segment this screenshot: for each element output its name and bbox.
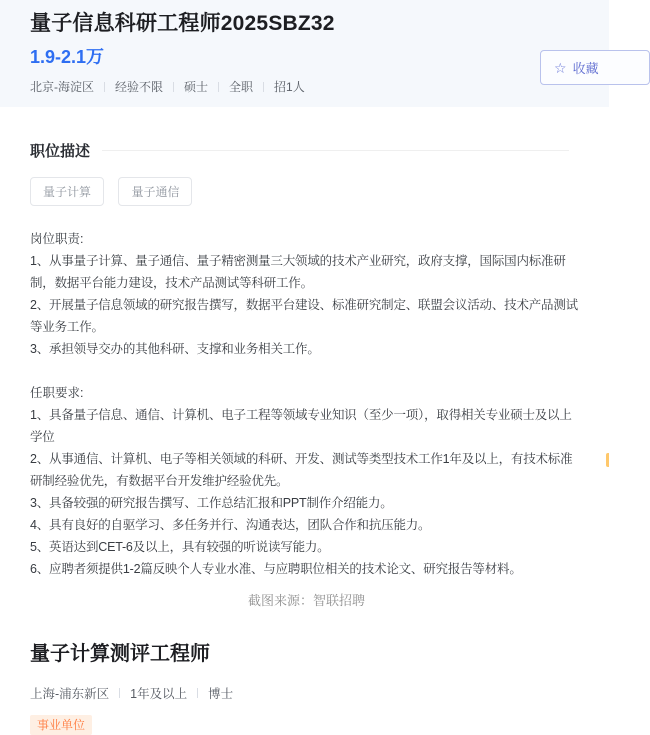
responsibility-item: 1、从事量子计算、量子通信、量子精密测量三大领域的技术产业研究，政府支撑，国际国内标准研制，数据平台能力建设，技术产品测试等科研工作。 xyxy=(30,254,566,290)
skill-tags xyxy=(30,177,583,206)
responsibilities-title: 岗位职责: xyxy=(30,232,84,246)
requirement-item: 3、具备较强的研究报告撰写、工作总结汇报和PPT制作介绍能力。 xyxy=(30,496,393,510)
job-location: 北京-海淀区 xyxy=(30,80,94,94)
section-title: 职位描述 xyxy=(30,143,91,160)
requirement-item: 6、应聘者须提供1-2篇反映个人专业水准、与应聘职位相关的技术论文、研究报告等材料。 xyxy=(30,562,522,576)
meta-separator xyxy=(104,82,105,92)
second-job-location: 上海-浦东新区 xyxy=(30,687,110,701)
skill-tag: 量子通信 xyxy=(118,177,192,206)
section-head xyxy=(30,140,583,161)
responsibility-item: 3、承担领导交办的其他科研、支撑和业务相关工作。 xyxy=(30,342,320,356)
second-job-meta-row xyxy=(30,684,579,702)
meta-separator xyxy=(197,688,198,698)
star-icon: ☆ xyxy=(554,59,567,76)
meta-separator xyxy=(173,82,174,92)
requirement-item: 2、从事通信、计算机、电子等相关领域的科研、开发、测试等类型技术工作1年及以上，有技术标准研制经验优先，有数据平台开发维护经验优先。 xyxy=(30,452,573,488)
favorite-label: 收藏 xyxy=(572,61,599,76)
meta-separator xyxy=(119,688,120,698)
second-job-experience: 1年及以上 xyxy=(130,687,188,701)
requirement-item: 1、具备量子信息、通信、计算机、电子工程等领域专业知识（至少一项），取得相关专业硕士及以上学位 xyxy=(30,408,572,444)
second-job-card xyxy=(0,640,609,735)
responsibility-item: 2、开展量子信息领域的研究报告撰写，数据平台建设、标准研究制定、联盟会议活动、技术产品测试等业务工作。 xyxy=(30,298,578,334)
requirements-title: 任职要求: xyxy=(30,386,84,400)
org-type-badge: 事业单位 xyxy=(30,715,92,735)
skill-tag: 量子计算 xyxy=(30,177,104,206)
requirement-item: 4、具有良好的自驱学习、多任务并行、沟通表达，团队合作和抗压能力。 xyxy=(30,518,431,532)
section-divider xyxy=(102,150,569,151)
job-experience: 经验不限 xyxy=(115,80,164,94)
job-header xyxy=(0,0,609,107)
right-edge-widget xyxy=(606,453,609,467)
favorite-button[interactable] xyxy=(540,50,650,85)
requirement-item: 5、英语达到CET-6及以上，具有较强的听说读写能力。 xyxy=(30,540,330,554)
job-description-section xyxy=(0,140,609,610)
second-job-title: 量子计算测评工程师 xyxy=(30,643,210,665)
second-job-education: 博士 xyxy=(208,687,234,701)
job-headcount: 招1人 xyxy=(274,80,305,94)
source-caption: 截图来源：智联招聘 xyxy=(247,593,365,608)
job-title: 量子信息科研工程师2025SBZ32 xyxy=(30,12,335,35)
job-meta-row xyxy=(30,78,579,95)
job-salary: 1.9-2.1万 xyxy=(30,47,105,67)
job-education: 硕士 xyxy=(184,80,209,94)
meta-separator xyxy=(263,82,264,92)
meta-separator xyxy=(218,82,219,92)
job-type: 全职 xyxy=(229,80,254,94)
